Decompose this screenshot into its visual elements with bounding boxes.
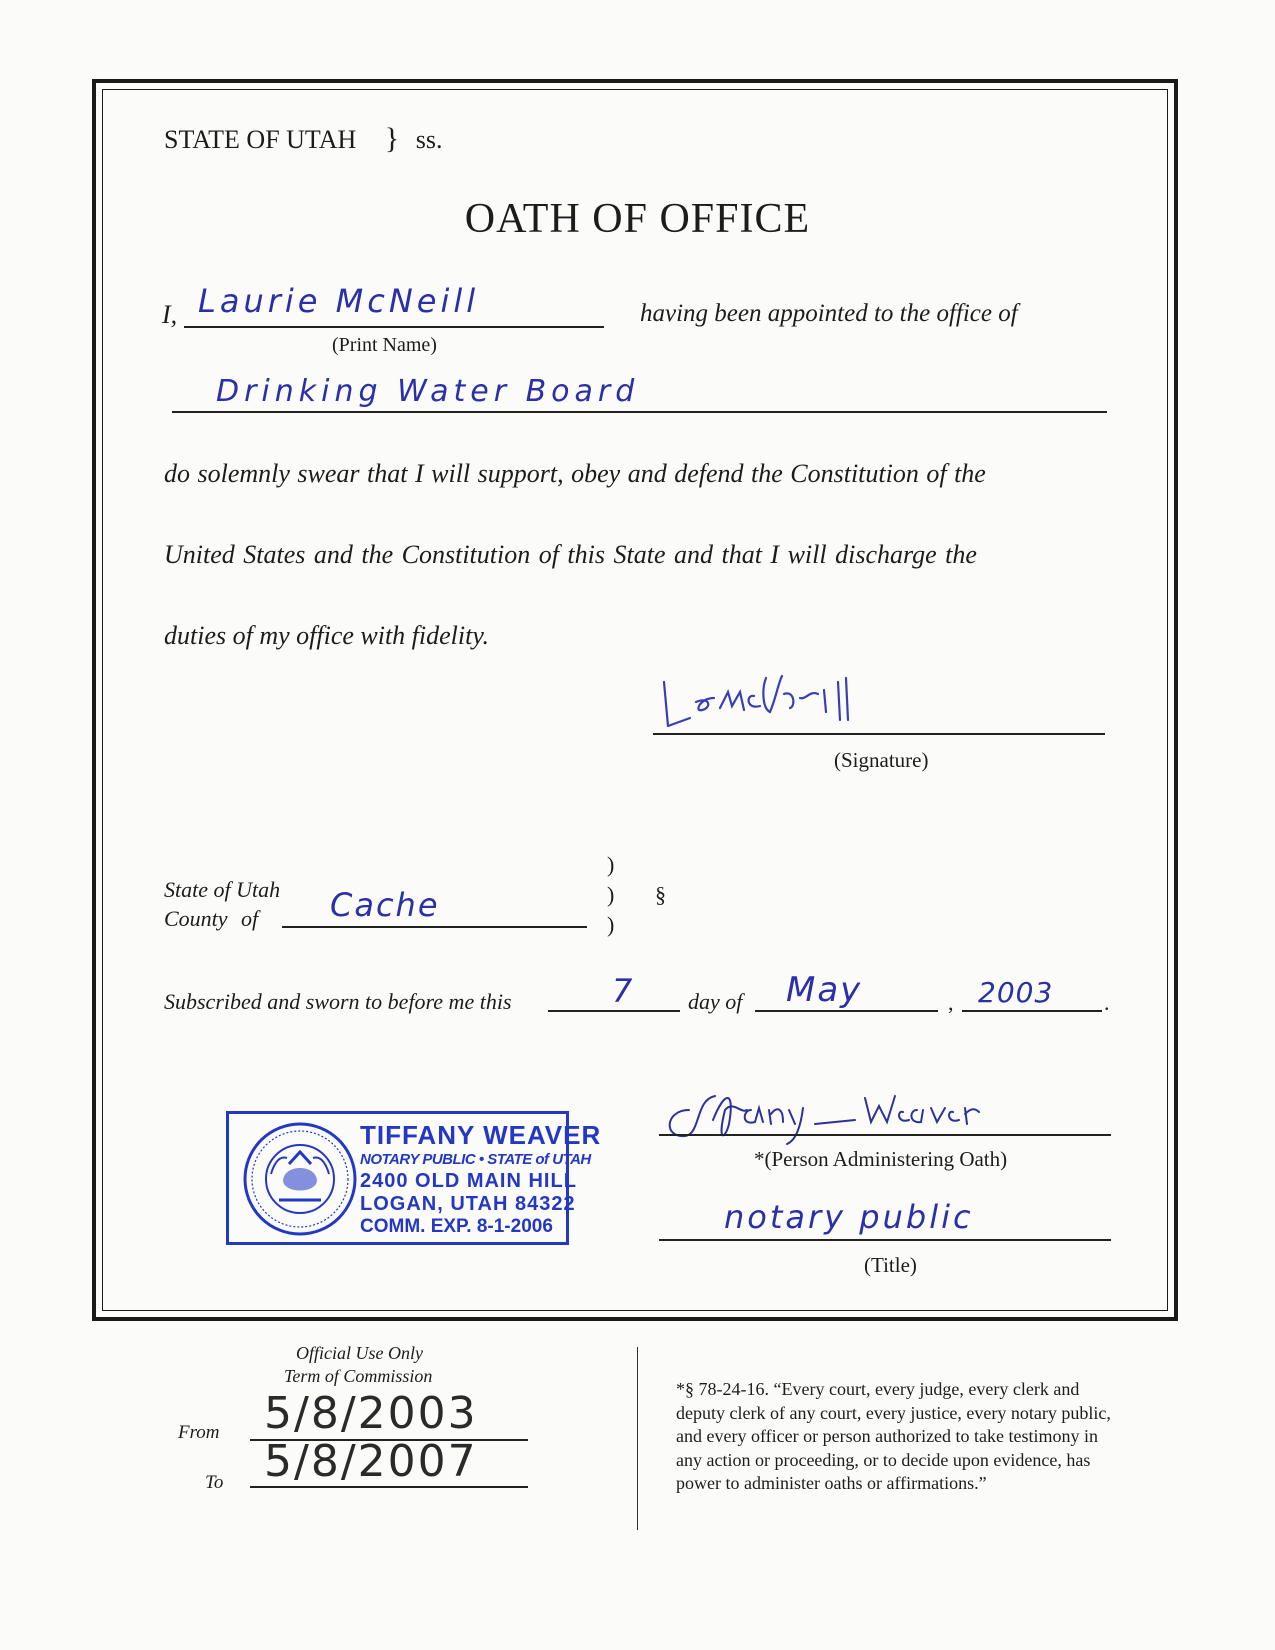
footnote-line-3: and every officer or person authorized to take testimony in bbox=[676, 1426, 1099, 1446]
state-header bbox=[164, 122, 442, 156]
title-line bbox=[659, 1239, 1111, 1241]
footnote bbox=[676, 1378, 1111, 1496]
footnote-line-2: deputy clerk of any court, every justice, every notary public, bbox=[676, 1402, 1111, 1423]
day-line bbox=[548, 1010, 680, 1012]
section-symbol: § bbox=[655, 882, 666, 907]
year-value: 2003 bbox=[978, 976, 1054, 1009]
subscribed-prefix: Subscribed and sworn to before me this bbox=[164, 989, 512, 1014]
stamp-name: TIFFANY WEAVER bbox=[360, 1120, 602, 1150]
to-value: 5/8/2007 bbox=[264, 1436, 478, 1487]
stamp-line-5: COMM. EXP. 8-1-2006 bbox=[360, 1216, 553, 1237]
paren-2: ) bbox=[607, 882, 615, 907]
oath-body-line-3: duties of my office with fidelity. bbox=[164, 621, 489, 650]
term-heading: Term of Commission bbox=[284, 1366, 433, 1386]
venue-county-label: County of bbox=[164, 906, 259, 931]
administrator-line bbox=[659, 1134, 1111, 1136]
paren-1: ) bbox=[607, 852, 615, 877]
title-caption: (Title) bbox=[864, 1253, 917, 1277]
year-line bbox=[962, 1010, 1102, 1012]
to-label: To bbox=[205, 1472, 224, 1493]
county-line bbox=[282, 926, 587, 928]
county-value: Cache bbox=[330, 886, 440, 924]
year-comma: , bbox=[948, 990, 954, 1015]
month-value: May bbox=[786, 970, 863, 1010]
signature-line bbox=[653, 733, 1105, 735]
state-label: STATE OF UTAH bbox=[164, 125, 357, 154]
print-name-line bbox=[184, 326, 604, 328]
ss-label: ss. bbox=[415, 125, 443, 154]
office-value: Drinking Water Board bbox=[216, 374, 640, 409]
paren-3: ) bbox=[607, 912, 615, 937]
from-value: 5/8/2003 bbox=[264, 1388, 478, 1439]
notary-stamp bbox=[226, 1111, 602, 1245]
footnote-line-4: any action or proceeding, or to decide upon evidence, has bbox=[676, 1449, 1091, 1470]
title-value: notary public bbox=[724, 1198, 974, 1236]
vertical-divider bbox=[637, 1347, 638, 1530]
from-label: From bbox=[178, 1422, 220, 1443]
month-line bbox=[755, 1010, 938, 1012]
print-name-caption: (Print Name) bbox=[332, 334, 437, 356]
footnote-line-1: *§ 78-24-16. “Every court, every judge, every clerk and bbox=[676, 1379, 1080, 1399]
administrator-caption: *(Person Administering Oath) bbox=[754, 1147, 1008, 1171]
office-line bbox=[172, 411, 1107, 413]
oath-body-line-1: do solemnly swear that I will support, obey and defend the Constitution of the bbox=[164, 459, 986, 488]
stamp-line-2: NOTARY PUBLIC • STATE of UTAH bbox=[360, 1151, 591, 1168]
brace: } bbox=[384, 122, 400, 155]
appointed-text: having been appointed to the office of bbox=[640, 300, 1018, 327]
official-use-heading: Official Use Only bbox=[296, 1343, 423, 1363]
stamp-line-3: 2400 OLD MAIN HILL bbox=[360, 1170, 577, 1192]
period: . bbox=[1104, 990, 1110, 1015]
i-prefix: I, bbox=[162, 300, 178, 329]
day-of-label: day of bbox=[688, 989, 743, 1014]
stamp-line-4: LOGAN, UTAH 84322 bbox=[360, 1193, 576, 1215]
page-title: OATH OF OFFICE bbox=[464, 196, 811, 242]
signature-mark bbox=[650, 668, 910, 738]
footnote-line-5: power to administer oaths or affirmations.” bbox=[676, 1473, 987, 1493]
day-value: 7 bbox=[612, 972, 633, 1010]
state-seal-icon bbox=[241, 1120, 359, 1238]
signature-caption: (Signature) bbox=[834, 748, 929, 772]
oath-body-line-2: United States and the Constitution of this State and that I will discharge the bbox=[164, 540, 977, 569]
venue-state-label: State of Utah bbox=[164, 877, 281, 902]
print-name-value: Laurie McNeill bbox=[198, 282, 480, 320]
